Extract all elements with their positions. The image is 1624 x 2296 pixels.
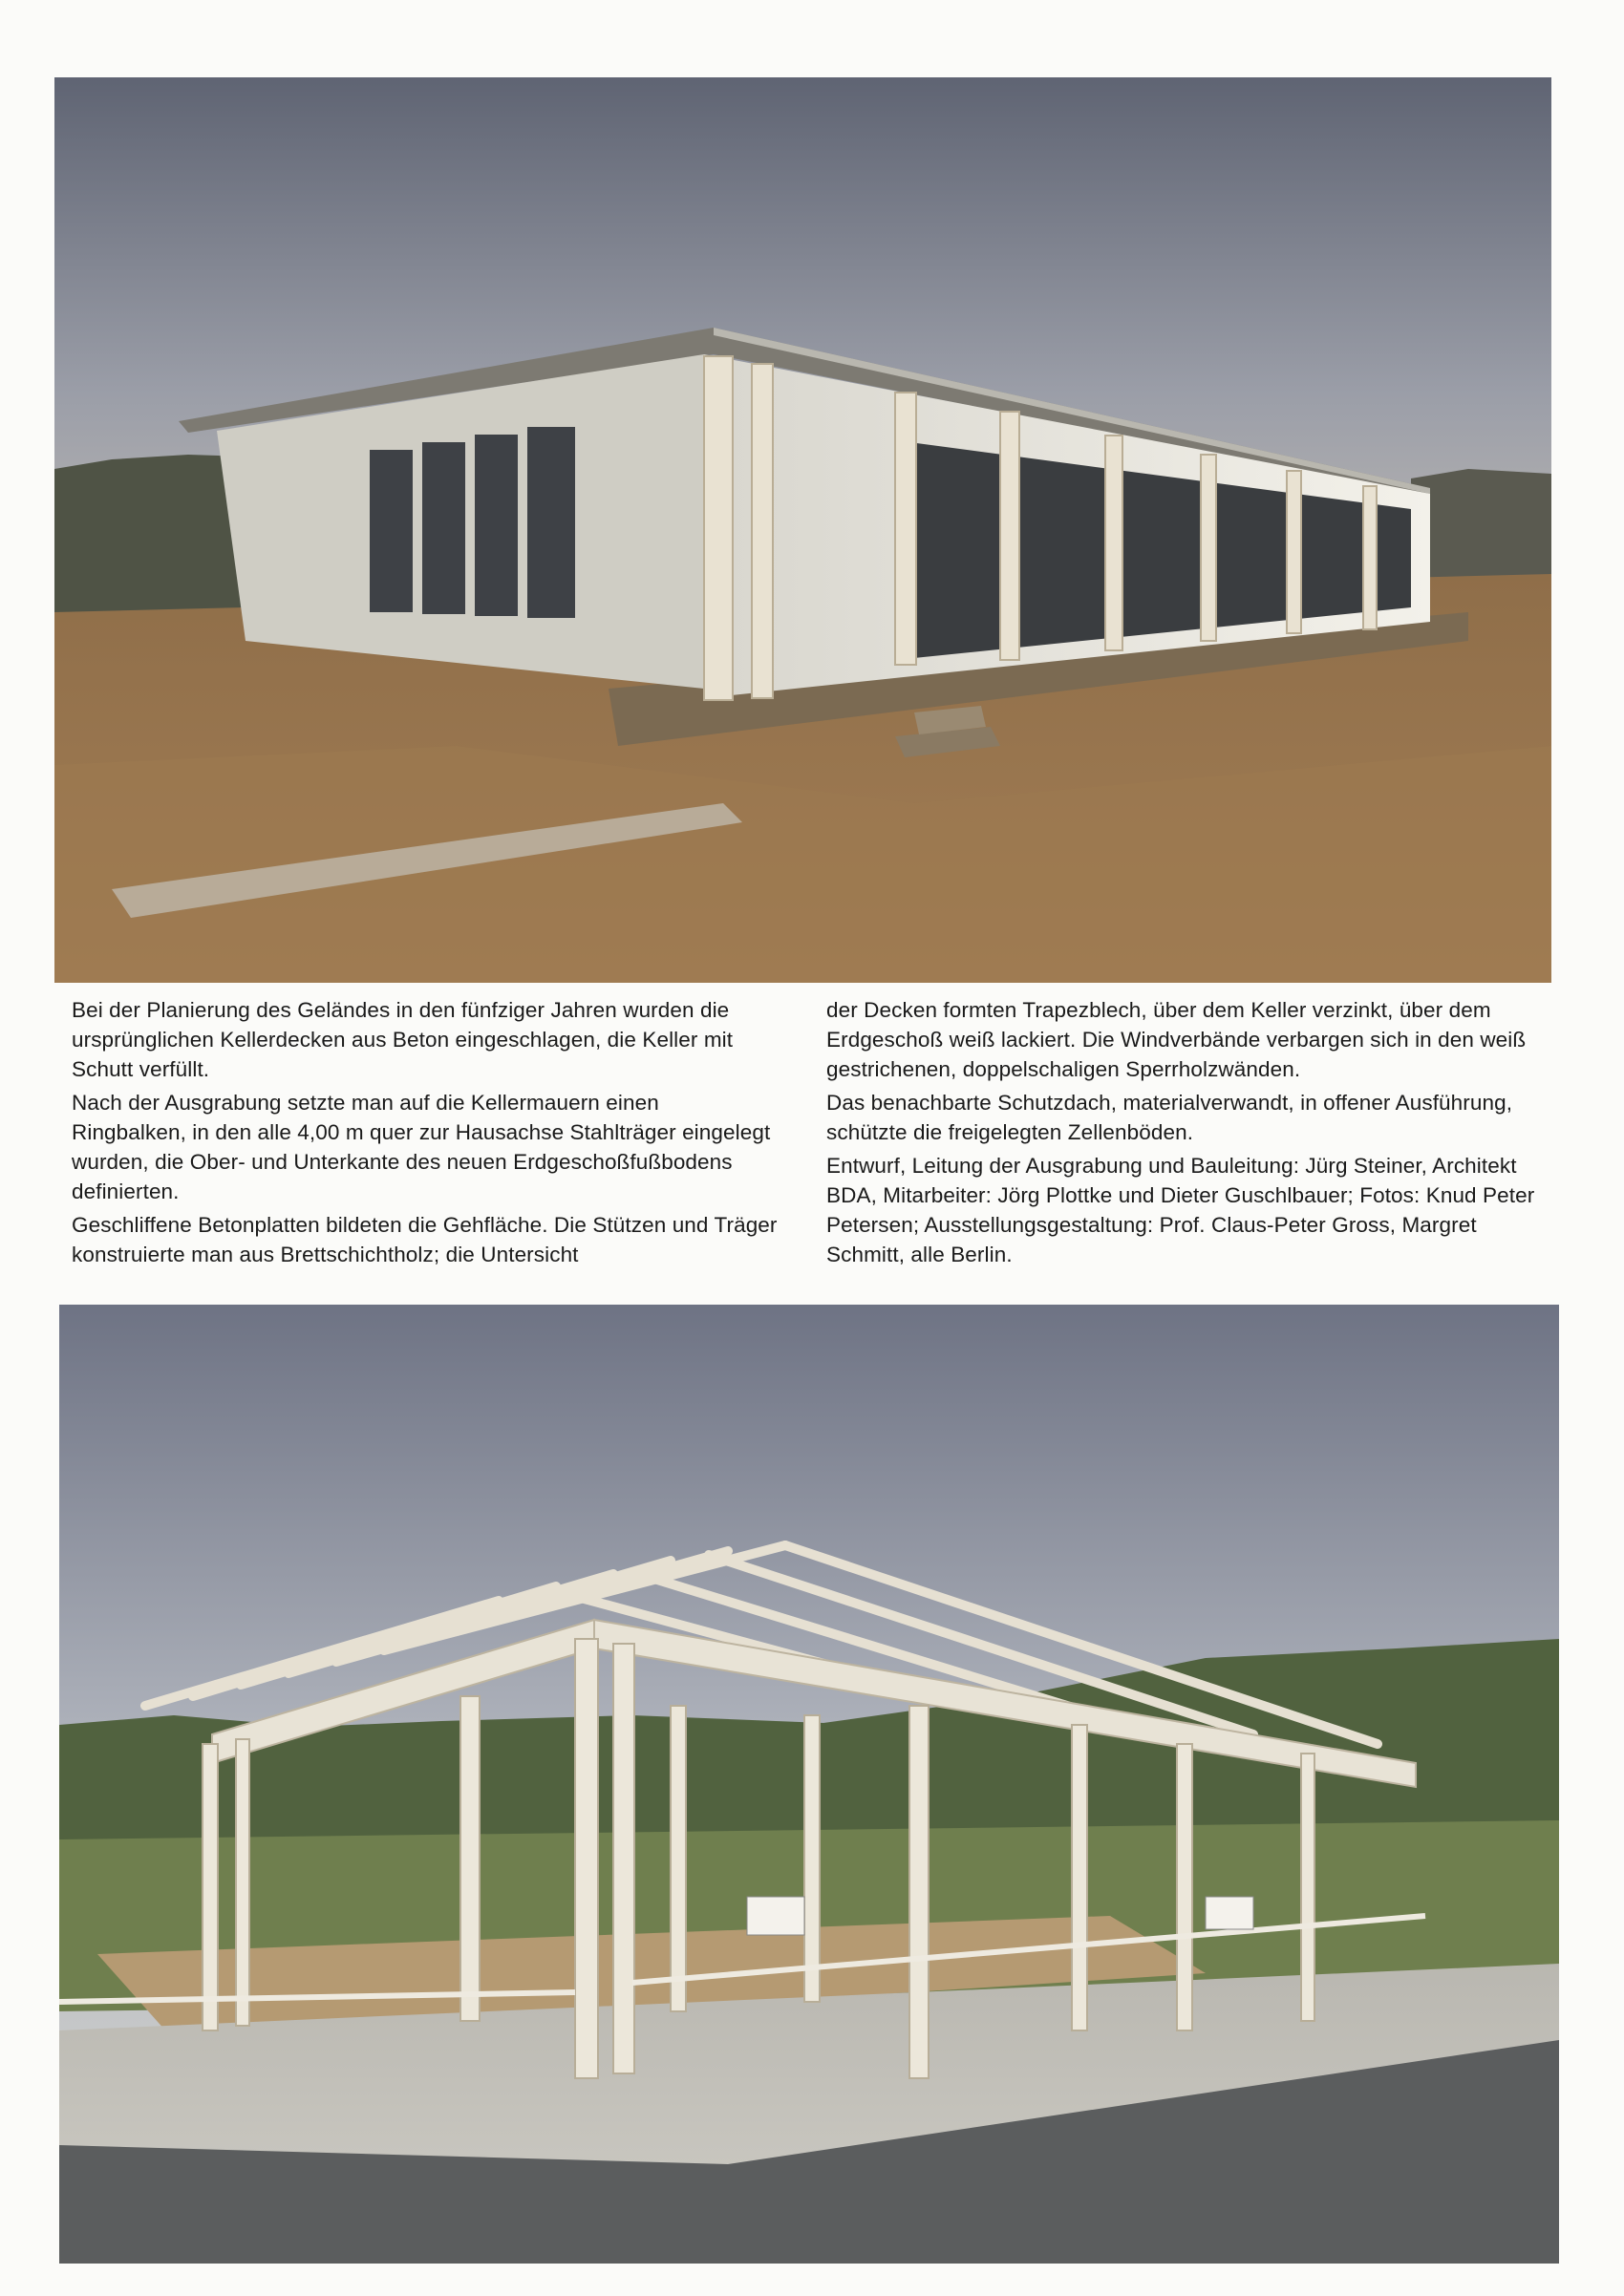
- shelter-photo-illustration: [59, 1305, 1559, 2264]
- article-text-left-column: [72, 995, 779, 1273]
- article-text-right-column: [826, 995, 1538, 1273]
- paragraph: Bei der Planierung des Geländes in den fünfziger Jahren wurden die ursprünglichen Kellerdecken aus Beton eingeschlagen, die Keller mit Schutt verfüllt.: [72, 998, 734, 1081]
- paragraph: Nach der Ausgrabung setzte man auf die Kellermauern einen Ringbalken, in den alle 4,00 m quer zur Hausachse Stahlträger eingelegt wurden, die Ober- und Unterkante des neuen Erdgeschoßfußbodens definierten.: [72, 1091, 771, 1203]
- building-photo-illustration: [54, 77, 1551, 983]
- photo-timber-shelter: [59, 1305, 1559, 2264]
- paragraph: Das benachbarte Schutzdach, materialverwandt, in offener Ausführung, schützte die freigelegten Zellenböden.: [826, 1091, 1513, 1144]
- photo-building-exterior: [54, 77, 1551, 983]
- paragraph: der Decken formten Trapezblech, über dem Keller verzinkt, über dem Erdgeschoß weiß lackiert. Die Windverbände verbargen sich in den weiß gestrichenen, doppelschaligen Sperrholzwänden.: [826, 998, 1527, 1081]
- paragraph: Geschliffene Betonplatten bildeten die Gehfläche. Die Stützen und Träger konstruierte man aus Brettschichtholz; die Untersicht: [72, 1213, 778, 1266]
- paragraph: Entwurf, Leitung der Ausgrabung und Bauleitung: Jürg Steiner, Architekt BDA, Mitarbeiter: Jörg Plottke und Dieter Guschlbauer; Fotos: Knud Peter Petersen; Ausstellungsgestaltung: Prof. Claus-Peter Gross, Margret Schmitt, alle Berlin.: [826, 1154, 1535, 1266]
